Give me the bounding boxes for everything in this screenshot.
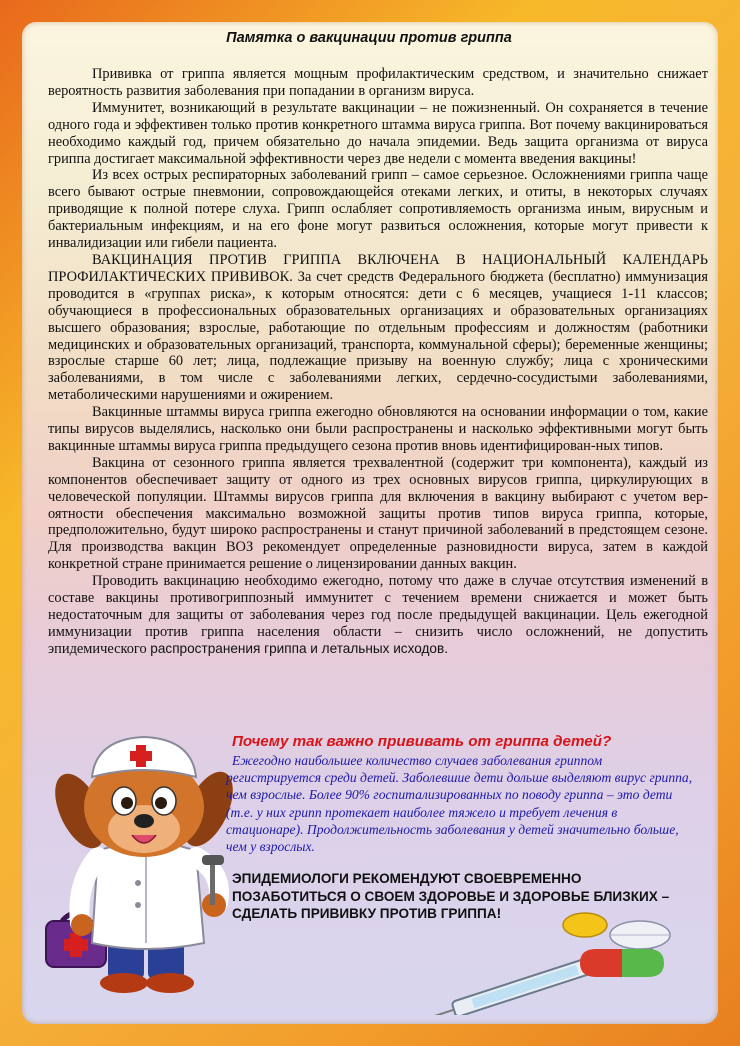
paragraph-last [48,573,708,658]
paragraph: Иммунитет, возникающий в результате вакцинации – не пожизненный. Он сохраняется в течение одного года и эффективен только против конкретного штамма вируса гриппа. Вот почему вакцинироваться необходимо каждый год, причем обязательно до начала эпидемии. Ведь защита организма от вируса гриппа достигает максимальной эффективности через две недели с момента введения вакцины! [48,99,708,167]
recommendation-text: ЭПИДЕМИОЛОГИ РЕКОМЕНДУЮТ СВОЕВРЕМЕННО ПОЗАБОТИТЬСЯ О СВОЕМ ЗДОРОВЬЕ И ЗДОРОВЬЕ БЛИЗКИХ – СДЕЛАТЬ ПРИВИВКУ ПРОТИВ ГРИППА! [232,871,670,921]
question-title: Почему так важно прививать от гриппа детей? [232,733,612,750]
paragraph-last-tail: распространения гриппа и летальных исходов. [150,640,448,656]
paragraph: Вакцина от сезонного гриппа является трехвалентной (содержит три компонента), каждый из компонентов обеспечивает защиту от одного из трех основных вирусов гриппа, циркулирующих в человеческой популяции. Штаммы вирусов гриппа для включения в вакцину выбирают с учетом вер-оятности обеспечения максимально возможной защиты против типов вируса гриппа, которые, предположительно, будут широко распространены и станут причиной заболеваний в предстоящем сезоне. Для производства вакцин ВОЗ рекомендует определенные разновидности вируса, затем в каждой конкретной стране принимается решение о лицензировании данных вакцин. [48,454,708,573]
paragraph-last-text: Проводить вакцинацию необходимо ежегодно, потому что даже в случае отсутствия изменений в составе вакцины противогриппозный иммунитет с течением времени снижается и может быть недостаточным для защиты от заболевания через год после предыдущей вакцинации. Цель ежегодной иммунизации против гриппа населения области – снизить число осложнений, не допустить эпидемического [48,573,708,657]
paragraph: ВАКЦИНАЦИЯ ПРОТИВ ГРИППА ВКЛЮЧЕНА В НАЦИОНАЛЬНЫЙ КАЛЕНДАРЬ ПРОФИЛАКТИЧЕСКИХ ПРИВИВОК. За счет средств Федерального бюджета (бесплатно) иммунизация проводится в «группах риска», к которым относятся: дети с 6 месяцев, учащиеся 1-11 классов; обучающиеся в профессиональных образовательных организациях и образовательных организациях высшего образования; взрослые, работающие по отдельным профессиям и должностям (работники медицинских и образовательных организаций, транспорта, коммунальной сферы); беременные женщины; взрослые старше 60 лет; лица, подлежащие призыву на военную службу; лица с хроническими заболеваниями, в том числе с заболеваниями легких, сердечно-сосудистыми заболеваниями, метаболическими нарушениями и ожирением. [48,251,708,404]
doctor-dog-illustration [36,733,236,1003]
paragraph: Вакцинные штаммы вируса гриппа ежегодно обновляются на основании информации о том, какие типы вирусов выделялись, насколько они были распространены и насколько эффективными могут быть вакцинные штаммы вируса гриппа предыдущего сезона против вновь идентифицирован-ных типов. [48,404,708,454]
question-text: Ежегодно наибольшее количество случаев заболевания гриппом регистрируется среди детей. Заболевшие дети дольше выделяют вирус гриппа, чем взрослые. Более 90% госпитализированных по поводу гриппа – это дети (т.е. у них грипп протекает наиболее тяжело и требует лечения в стационаре). Продолжительность заболевания у детей значительно больше, чем у взрослых. [226,753,693,855]
paragraph: Прививка от гриппа является мощным профилактическим средством, и значительно снижает вероятность развития заболевания при попадании в организм вируса. [48,66,708,99]
main-text [48,66,708,658]
pills-syringe-illustration [410,905,700,1015]
paragraph: Из всех острых респираторных заболеваний грипп – самое серьезное. Осложнениями гриппа чаще всего бывают острые пневмонии, сопровождающейся отеками легких, и отиты, в некоторых случаях приводящие к полной потере слуха. Грипп ослабляет сопротивляемость организма иным, вирусным и бактериальным инфекциям, и на его фоне могут развиться осложнения, которые могут привести к инвалидизации или гибели пациента. [48,167,708,252]
page-title: Памятка о вакцинации против гриппа [226,30,512,46]
